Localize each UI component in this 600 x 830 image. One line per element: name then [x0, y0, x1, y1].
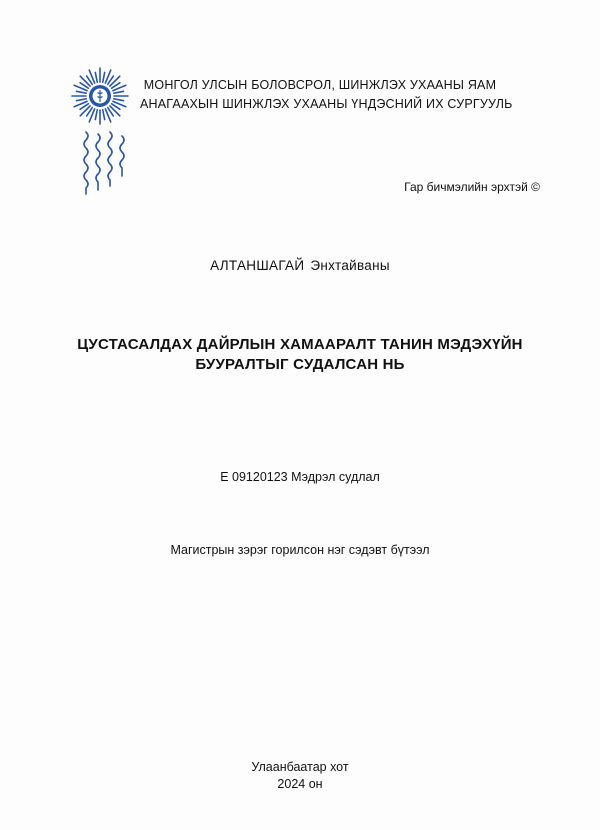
author-name — [0, 258, 600, 273]
emblem-ray — [76, 99, 86, 101]
year: 2024 он — [277, 777, 323, 791]
place-and-year — [0, 759, 600, 793]
emblem-ray — [76, 91, 86, 93]
author-surname: АЛТАНШАГАЙ — [210, 258, 305, 273]
university-emblem-icon — [70, 66, 130, 126]
title-line-2: БУУРАЛТЫГ СУДАЛСАН НЬ — [195, 356, 405, 373]
mongolian-script-emblem — [78, 130, 128, 198]
specialty-code: Е 09120123 Мэдрэл судлал — [220, 470, 380, 484]
emblem-ray — [114, 91, 124, 93]
ministry-line-1: МОНГОЛ УЛСЫН БОЛОВСРОЛ, ШИНЖЛЭХ УХААНЫ ЯАМ — [143, 78, 497, 92]
emblem-ray — [114, 99, 124, 101]
ministry-line-2: АНАГААХЫН ШИНЖЛЭХ УХААНЫ ҮНДЭСНИЙ ИХ СУРГУУЛЬ — [140, 97, 513, 111]
author-given-name: Энхтайваны — [310, 258, 390, 273]
ministry-header — [140, 76, 513, 114]
emblem-ray — [103, 72, 105, 82]
title-line-1: ЦУСТАСАЛДАХ ДАЙРЛЫН ХАМААРАЛТ ТАНИН МЭДЭХҮЙН — [77, 336, 523, 353]
city: Улаанбаатар хот — [251, 760, 349, 774]
copyright-notice: Гар бичмэлийн эрхтэй © — [404, 180, 540, 194]
emblem-ray — [103, 110, 105, 120]
emblem-ray — [95, 72, 97, 82]
thesis-title — [60, 335, 540, 375]
emblem-ray — [95, 110, 97, 120]
degree-statement: Магистрын зэрэг горилсон нэг сэдэвт бүтээл — [170, 543, 430, 557]
